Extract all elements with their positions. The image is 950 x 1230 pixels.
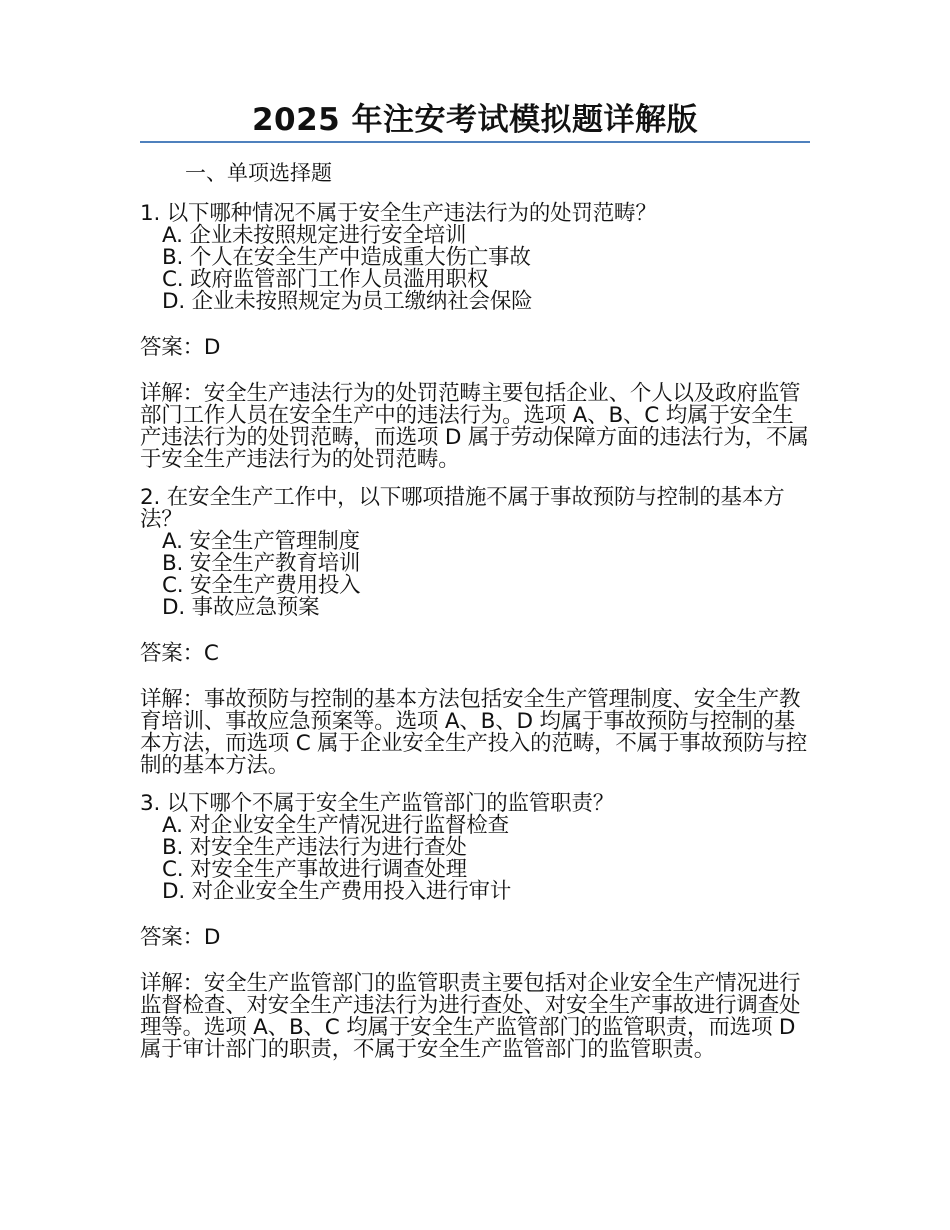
option-b: B. 安全生产教育培训 [162, 551, 361, 576]
option-a: A. 对企业安全生产情况进行监督检查 [162, 813, 509, 838]
option-d: D. 事故应急预案 [162, 595, 320, 620]
question-block [140, 203, 810, 471]
document-page [140, 100, 810, 1061]
question-text: 1. 以下哪种情况不属于安全生产违法行为的处罚范畴？ [140, 201, 657, 226]
option-b: B. 个人在安全生产中造成重大伤亡事故 [162, 245, 531, 270]
option-b: B. 对安全生产违法行为进行查处 [162, 835, 467, 860]
option-a: A. 企业未按照规定进行安全培训 [162, 223, 467, 248]
explanation-text: 详解：安全生产违法行为的处罚范畴主要包括企业、个人以及政府监管部门工作人员在安全生产中的违法行为。选项 A、B、C 均属于安全生产违法行为的处罚范畴，而选项 D 属于劳动保障方面的违法行为，不属于安全生产违法行为的处罚范畴。 [140, 381, 809, 472]
option-c: C. 政府监管部门工作人员滥用职权 [162, 267, 489, 292]
option-c: C. 对安全生产事故进行调查处理 [162, 857, 467, 882]
question-text: 3. 以下哪个不属于安全生产监管部门的监管职责？ [140, 791, 615, 816]
option-list [140, 531, 810, 619]
explanation-text: 详解：事故预防与控制的基本方法包括安全生产管理制度、安全生产教育培训、事故应急预案等。选项 A、B、D 均属于事故预防与控制的基本方法，而选项 C 属于企业安全生产投入的范畴，不属于事故预防与控制的基本方法。 [140, 687, 808, 778]
question-block [140, 487, 810, 777]
option-c: C. 安全生产费用投入 [162, 573, 361, 598]
answer-text: 答案：D [140, 925, 221, 950]
answer-text: 答案：C [140, 641, 219, 666]
question-block [140, 793, 810, 1061]
explanation-text: 详解：安全生产监管部门的监管职责主要包括对企业安全生产情况进行监督检查、对安全生产违法行为进行查处、对安全生产事故进行调查处理等。选项 A、B、C 均属于安全生产监管部门的监管职责，而选项 D 属于审计部门的职责，不属于安全生产监管部门的监管职责。 [140, 971, 801, 1062]
option-d: D. 对企业安全生产费用投入进行审计 [162, 879, 512, 904]
document-title: 2025 年注安考试模拟题详解版 [140, 100, 810, 143]
question-text: 2. 在安全生产工作中，以下哪项措施不属于事故预防与控制的基本方法？ [140, 485, 785, 532]
option-d: D. 企业未按照规定为员工缴纳社会保险 [162, 289, 533, 314]
answer-text: 答案：D [140, 335, 221, 360]
option-list [140, 815, 810, 903]
option-list [140, 225, 810, 313]
section-heading: 一、单项选择题 [185, 161, 332, 185]
option-a: A. 安全生产管理制度 [162, 529, 360, 554]
